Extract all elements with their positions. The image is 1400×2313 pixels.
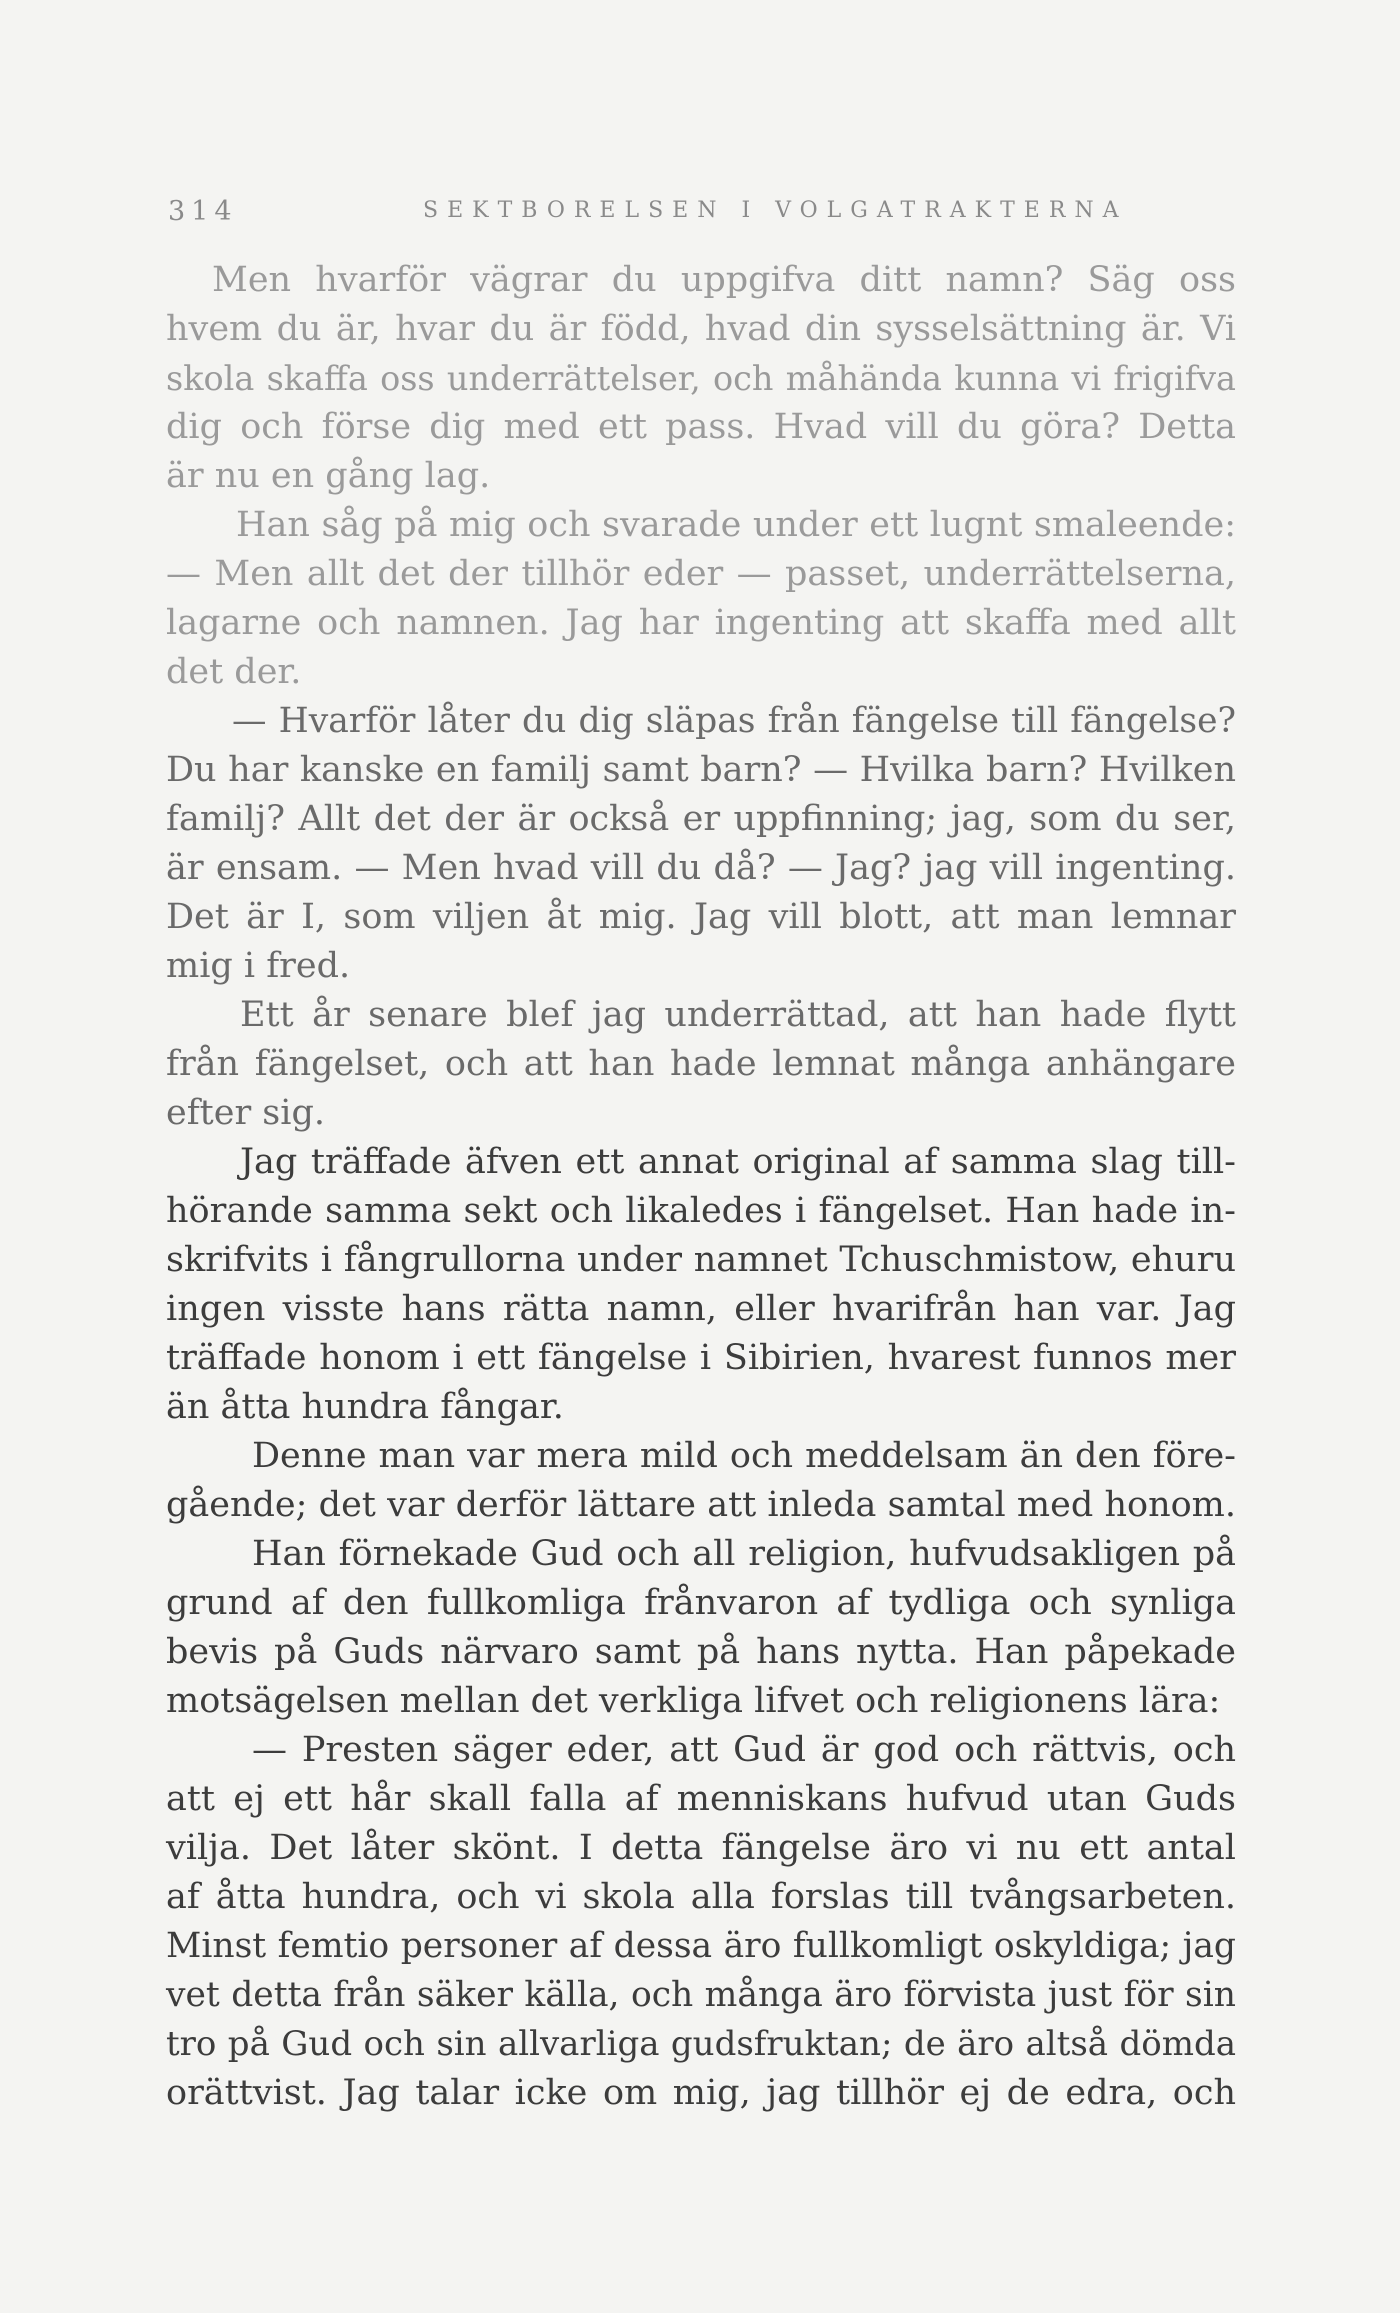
body-text: [166, 256, 1236, 2118]
text-line: — Presten säger eder, att Gud är god och rättvis, och: [252, 1730, 1236, 1770]
text-line: vet detta från säker källa, och många äro förvista just för sin: [166, 1975, 1236, 2015]
text-line: efter sig.: [166, 1093, 325, 1133]
text-line: af åtta hundra, och vi skola alla forslas till tvångsarbeten.: [166, 1877, 1236, 1917]
text-line: Jag träffade äfven ett annat original af samma slag till-: [240, 1142, 1236, 1182]
text-line: gående; det var derför lättare att inleda samtal med honom.: [166, 1485, 1236, 1525]
text-line: det der.: [166, 652, 302, 692]
text-line: träffade honom i ett fängelse i Sibirien, hvarest funnos mer: [166, 1338, 1236, 1378]
running-head: [168, 196, 1228, 236]
text-line: dig och förse dig med ett pass. Hvad vill du göra? Detta: [166, 407, 1236, 447]
text-line: Du har kanske en familj samt barn? — Hvilka barn? Hvilken: [166, 750, 1236, 790]
text-line: Men hvarför vägrar du uppgifva ditt namn? Säg oss: [212, 260, 1236, 300]
text-line: ingen visste hans rätta namn, eller hvarifrån han var. Jag: [166, 1289, 1236, 1329]
running-title: SEKTBORELSEN I VOLGATRAKTERNA: [423, 198, 1128, 223]
text-line: är nu en gång lag.: [166, 456, 491, 496]
text-line: hvem du är, hvar du är född, hvad din sysselsättning är. Vi: [166, 309, 1236, 349]
text-line: motsägelsen mellan det verkliga lifvet och religionens lära:: [166, 1681, 1221, 1721]
text-line: tro på Gud och sin allvarliga gudsfruktan; de äro altså dömda: [166, 2024, 1236, 2064]
text-line: grund af den fullkomliga frånvaron af tydliga och synliga: [166, 1583, 1236, 1623]
text-line: skola skaffa oss underrättelser, och måhända kunna vi frigifva: [166, 359, 1236, 398]
text-line: hörande samma sekt och likaledes i fängelset. Han hade in-: [166, 1191, 1236, 1231]
text-line: från fängelset, och att han hade lemnat många anhängare: [166, 1044, 1236, 1084]
text-line: Det är I, som viljen åt mig. Jag vill blott, att man lemnar: [166, 897, 1236, 937]
text-line: Han såg på mig och svarade under ett lugnt smaleende:: [236, 505, 1236, 545]
text-line: — Men allt det der tillhör eder — passet, underrättelserna,: [166, 554, 1236, 594]
text-line: lagarne och namnen. Jag har ingenting att skaffa med allt: [166, 603, 1236, 643]
text-line: bevis på Guds närvaro samt på hans nytta. Han påpekade: [166, 1632, 1236, 1672]
text-line: familj? Allt det der är också er uppfinning; jag, som du ser,: [166, 799, 1236, 839]
text-line: skrifvits i fångrullorna under namnet Tchuschmistow, ehuru: [166, 1240, 1236, 1280]
text-line: Ett år senare blef jag underrättad, att han hade flytt: [240, 995, 1236, 1035]
text-line: Minst femtio personer af dessa äro fullkomligt oskyldiga; jag: [166, 1926, 1236, 1966]
text-line: är ensam. — Men hvad vill du då? — Jag? jag vill ingenting.: [166, 848, 1236, 888]
text-line: orättvist. Jag talar icke om mig, jag tillhör ej de edra, och: [166, 2073, 1236, 2113]
text-line: Han förnekade Gud och all religion, hufvudsakligen på: [252, 1534, 1236, 1574]
text-line: Denne man var mera mild och meddelsam än den före-: [252, 1436, 1236, 1476]
text-line: — Hvarför låter du dig släpas från fängelse till fängelse?: [232, 701, 1236, 741]
text-line: än åtta hundra fångar.: [166, 1387, 564, 1427]
text-line: att ej ett hår skall falla af menniskans hufvud utan Guds: [166, 1779, 1236, 1819]
page-number: 314: [168, 196, 238, 227]
text-line: mig i fred.: [166, 946, 351, 986]
text-line: vilja. Det låter skönt. I detta fängelse äro vi nu ett antal: [166, 1828, 1236, 1868]
